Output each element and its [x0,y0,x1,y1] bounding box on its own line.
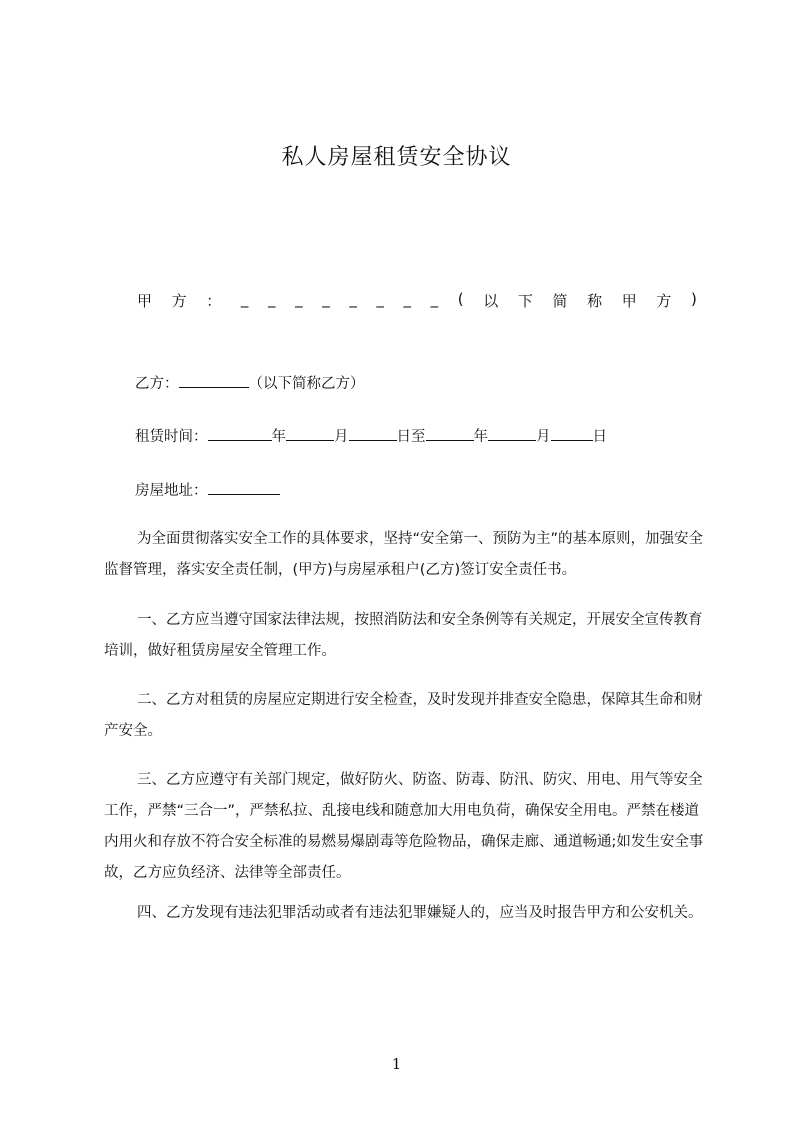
party-a-line [137,290,697,311]
paragraph-text: 二、乙方对租赁的房屋应定期进行安全检查，及时发现并排查安全隐患，保障其生命和财产安全。 [104,692,703,739]
party-a-char: 甲 [621,292,637,310]
party-a-blank: _ [376,290,384,308]
party-a-char: 以 [483,292,499,310]
day-text: 日 [592,429,607,445]
paragraph-clause-3 [104,765,704,889]
party-a-char: ) [690,290,697,308]
party-a-blank: _ [240,290,249,308]
paragraph-clause-4 [104,898,704,929]
lease-time-line [135,425,607,446]
year-text: 年 [473,429,488,445]
party-b-suffix: （以下简称乙方） [248,376,365,392]
party-a-char: 甲 [137,292,153,310]
party-b-label: 乙方： [135,376,179,392]
party-a-char: 下 [517,292,533,310]
party-a-blank: _ [295,290,303,308]
paragraph-text: 四、乙方发现有违法犯罪活动或者有违法犯罪嫌疑人的，应当及时报告甲方和公安机关。 [137,905,703,921]
lease-end-year-blank[interactable] [426,425,474,441]
month-text: 月 [536,429,551,445]
party-a-blank: _ [322,290,330,308]
lease-start-day-blank[interactable] [349,425,397,441]
address-line [135,479,280,500]
party-a-blank: _ [267,290,276,308]
day-to-text: 日至 [396,429,426,445]
year-text: 年 [271,429,286,445]
page-title: 私人房屋租赁安全协议 [281,145,512,170]
party-a-blank: _ [349,290,357,308]
party-b-line [135,372,365,393]
page-number: 1 [391,1055,402,1073]
paragraph-text: 一、乙方应当遵守国家法律法规，按照消防法和安全条例等有关规定，开展安全宣传教育培训，做好租赁房屋安全管理工作。 [104,612,703,659]
party-a-char: 称 [587,292,603,310]
lease-start-year-blank[interactable] [208,425,272,441]
paragraph-text: 为全面贯彻落实安全工作的具体要求，坚持“安全第一、预防为主”的基本原则，加强安全监督管理，落实安全责任制，(甲方)与房屋承租户(乙方)签订安全责任书。 [104,531,704,578]
party-a-char: ： [206,292,222,310]
party-a-char: 简 [552,292,568,310]
party-a-blank: _ [403,290,412,308]
party-a-char: 方 [171,292,187,310]
paragraph-clause-2 [104,685,704,747]
lease-start-month-blank[interactable] [286,425,334,441]
paragraph-intro [104,524,704,586]
month-text: 月 [334,429,349,445]
party-a-char: ( [457,290,464,308]
party-a-blank: _ [430,290,439,308]
party-b-blank[interactable] [179,372,249,388]
party-a-char: 方 [656,292,672,310]
paragraph-clause-1 [104,605,704,667]
lease-time-label: 租赁时间： [135,429,208,445]
lease-end-month-blank[interactable] [488,425,536,441]
paragraph-text: 三、乙方应遵守有关部门规定，做好防火、防盗、防毒、防汛、防灾、用电、用气等安全工作，严禁“三合一”，严禁私拉、乱接电线和随意加大用电负荷，确保安全用电。严禁在楼道内用火和存放不符合安全标准的易燃易爆剧毒等危险物品，确保走廊、通道畅通;如发生安全事故，乙方应负经济、法律等全部责任。 [104,772,704,881]
address-blank[interactable] [208,479,280,495]
address-label: 房屋地址： [135,483,208,499]
lease-end-day-blank[interactable] [551,425,593,441]
